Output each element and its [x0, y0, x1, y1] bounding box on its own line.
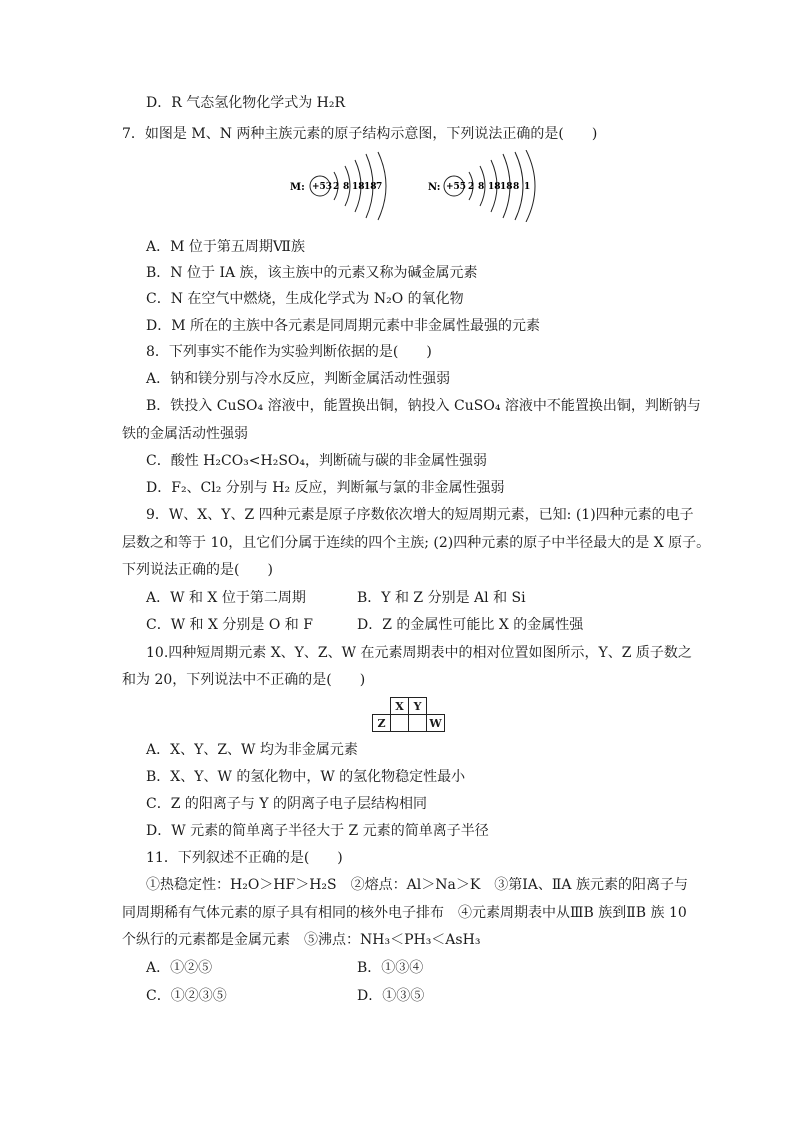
atom-n-nucleus: +55	[446, 182, 467, 192]
grid-cell-empty-1	[391, 715, 409, 732]
q9-option-d: D．Z 的金属性可能比 X 的金属性强	[357, 617, 584, 633]
q11-option-d: D．①③⑤	[357, 988, 425, 1004]
q11-option-a: A．①②⑤	[146, 960, 213, 976]
grid-cell-z: Z	[373, 715, 391, 732]
q9-option-b: B．Y 和 Z 分别是 Al 和 Si	[357, 590, 526, 606]
q7-option-d: D．M 所在的主族中各元素是同周期元素中非金属性最强的元素	[146, 318, 541, 334]
atom-n-label: N:	[428, 182, 441, 193]
atom-m-label: M:	[290, 182, 305, 193]
q7-option-b: B．N 位于 IA 族，该主族中的元素又称为碱金属元素	[146, 265, 478, 281]
atom-m-shell-5: 7	[376, 182, 383, 192]
atom-n-shell-4: 18	[500, 182, 513, 192]
grid-cell-y: Y	[409, 698, 427, 715]
q9-option-c: C．W 和 X 分别是 O 和 F	[146, 617, 313, 633]
q8-option-c: C．酸性 H₂CO₃<H₂SO₄，判断硫与碳的非金属性强弱	[146, 453, 488, 469]
atom-n-shell-1: 2	[468, 182, 475, 192]
atom-m-shell-1: 2	[333, 182, 340, 192]
atom-m-shell-2: 8	[343, 182, 350, 192]
q11-option-c: C．①②③⑤	[146, 988, 227, 1004]
atom-n-shell-2: 8	[478, 182, 485, 192]
q11-option-b: B．①③④	[357, 960, 424, 976]
q11-statement-line3: 个纵行的元素都是金属元素 ⑤沸点：NH₃＜PH₃＜AsH₃	[122, 932, 481, 948]
periodic-position-grid	[372, 697, 445, 732]
atom-n-shell-5: 8	[513, 182, 520, 192]
q6-option-d-text: D．R 气态氢化物化学式为 H₂R	[146, 95, 346, 111]
q7-option-a: A．M 位于第五周期Ⅶ族	[146, 239, 305, 255]
q8-stem: 8．下列事实不能作为实验判断依据的是( )	[146, 344, 432, 360]
q9-option-a: A．W 和 X 位于第二周期	[146, 590, 306, 606]
q11-statement-line2: 同周期稀有气体元素的原子具有相同的核外电子排布 ④元素周期表中从ⅢB 族到ⅡB 族 10	[122, 905, 687, 921]
q7-stem: 7．如图是 M、N 两种主族元素的原子结构示意图，下列说法正确的是( )	[122, 126, 598, 142]
atom-m-shell-4: 18	[364, 182, 377, 192]
atom-n-shell-3: 18	[488, 182, 501, 192]
atom-m-shell-3: 18	[352, 182, 365, 192]
q9-stem-line1: 9．W、X、Y、Z 四种元素是原子序数依次增大的短周期元素，已知: (1)四种元素的电子	[146, 507, 694, 523]
q8-option-b-line2: 铁的金属活动性强弱	[122, 426, 248, 442]
q8-option-b-line1: B．铁投入 CuSO₄ 溶液中，能置换出铜，钠投入 CuSO₄ 溶液中不能置换出铜，判断钠与	[146, 398, 701, 414]
q7-option-c: C．N 在空气中燃烧，生成化学式为 N₂O 的氧化物	[146, 291, 464, 307]
q10-option-a: A．X、Y、Z、W 均为非金属元素	[146, 742, 358, 758]
q9-stem-line3: 下列说法正确的是( )	[122, 562, 273, 578]
atom-m-diagram	[290, 150, 405, 222]
q10-stem-line1: 10.四种短周期元素 X、Y、Z、W 在元素周期表中的相对位置如图所示，Y、Z 质子数之	[146, 645, 692, 661]
grid-cell-empty-2	[409, 715, 427, 732]
q10-option-b: B．X、Y、W 的氢化物中，W 的氢化物稳定性最小	[146, 769, 466, 785]
q10-option-c: C．Z 的阳离子与 Y 的阴离子电子层结构相同	[146, 796, 428, 812]
grid-cell-w: W	[427, 715, 445, 732]
q11-statement-line1: ①热稳定性：H₂O＞HF＞H₂S ②熔点：Al＞Na＞K ③第ⅠA、ⅡA 族元素的阳离子与	[146, 877, 688, 893]
atom-n-shell-6: 1	[524, 182, 531, 192]
q10-option-d: D．W 元素的简单离子半径大于 Z 元素的简单离子半径	[146, 823, 489, 839]
q9-stem-line2: 层数之和等于 10，且它们分属于连续的四个主族; (2)四种元素的原子中半径最大的是 X 原子。	[122, 535, 711, 551]
atom-n-diagram	[428, 150, 563, 222]
atom-m-nucleus: +53	[312, 182, 333, 192]
q8-option-d: D．F₂、Cl₂ 分别与 H₂ 反应，判断氟与氯的非金属性强弱	[146, 480, 505, 496]
q10-stem-line2: 和为 20，下列说法中不正确的是( )	[122, 672, 366, 688]
q8-option-a: A．钠和镁分别与冷水反应，判断金属活动性强弱	[146, 371, 451, 387]
q11-stem: 11．下列叙述不正确的是( )	[146, 850, 343, 866]
grid-cell-x: X	[391, 698, 409, 715]
